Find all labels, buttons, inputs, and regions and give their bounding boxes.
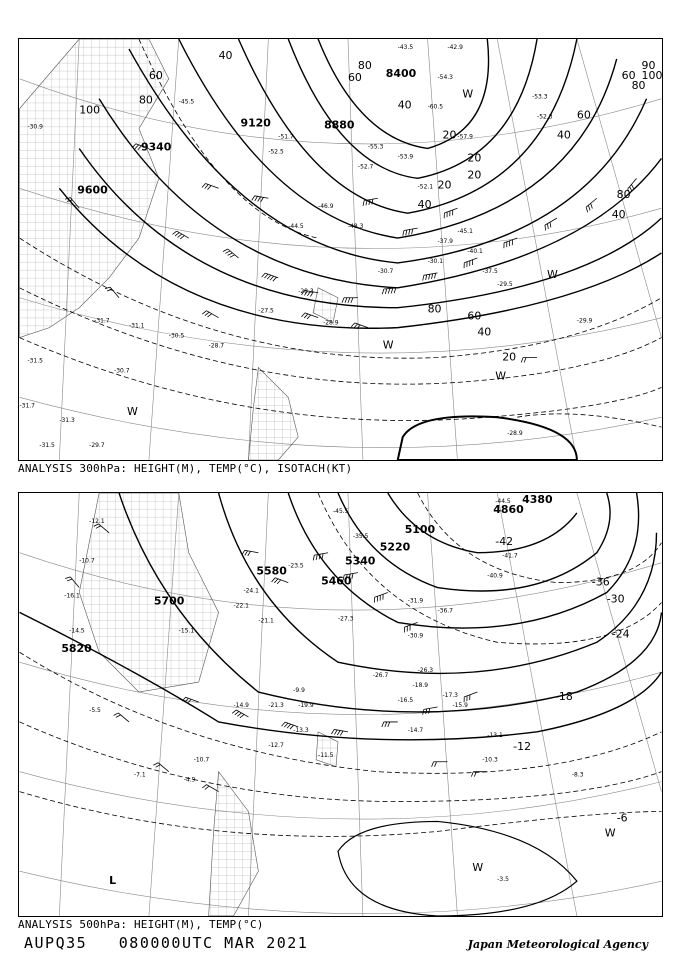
wind-barb-icon: [252, 195, 269, 203]
temperature-observation: -30.9: [407, 632, 424, 640]
wind-barb-icon: [543, 218, 559, 230]
wind-barb-icon: [223, 248, 238, 262]
temperature-observation: -31.5: [27, 357, 43, 365]
height-label: 5460: [321, 574, 352, 588]
isotach-label: 20: [442, 128, 457, 142]
isotherm-label: -24: [611, 627, 630, 641]
temperature-observation: -31.1: [129, 322, 145, 330]
wind-barb-icon: [351, 322, 368, 332]
temperature-observation: -24.1: [243, 587, 259, 595]
temperature-observation: -29.9: [576, 317, 593, 325]
temperature-observation: -52.1: [417, 183, 434, 191]
wind-minimum-label: W: [495, 369, 507, 383]
height-label: 4860: [493, 502, 524, 516]
isotach-label: 80: [357, 58, 372, 72]
temperature-observation: -40.9: [487, 572, 503, 580]
isotherm-label: -12: [513, 739, 532, 753]
isotach-label: 60: [621, 68, 636, 82]
temperature-observation: -22.1: [233, 602, 249, 610]
temperature-observation: -44.5: [495, 497, 511, 505]
wind-barb-icon: [242, 550, 259, 558]
agency-name: Japan Meteorological Agency: [467, 938, 648, 951]
temperature-observation: -13.1: [487, 731, 503, 739]
wind-barb-icon: [202, 310, 218, 322]
isotach-label: 40: [218, 48, 233, 62]
wind-barb-icon: [342, 298, 358, 303]
analysis-300hpa-panel: [18, 38, 663, 461]
isotach-label: 100: [641, 68, 663, 82]
wind-barb-icon: [382, 722, 398, 727]
isotach-label: 40: [477, 325, 492, 339]
wind-barb-icon: [262, 272, 279, 282]
temperature-observation: -13.3: [293, 726, 309, 734]
temperature-observation: -19.9: [298, 701, 314, 709]
wind-minimum-label: W: [547, 267, 558, 281]
temperature-observation: -17.3: [442, 692, 458, 700]
isotach-label: 20: [467, 151, 482, 165]
temperature-observation: -29.7: [89, 442, 105, 450]
temperature-observation: -28.9: [507, 430, 523, 438]
temperature-observation: -30.7: [377, 267, 394, 275]
temperature-observation: -45.5: [333, 507, 349, 515]
wind-barb-icon: [272, 577, 289, 587]
analysis-500hpa-panel: [18, 492, 663, 917]
temperature-observation: -4.9: [183, 776, 196, 784]
temperature-observation: -8.3: [571, 771, 584, 779]
isotherm-label: -42: [495, 534, 514, 548]
temperature-observation: -44.5: [288, 223, 304, 231]
isotach-label: 40: [611, 208, 626, 222]
caption-500hpa: ANALYSIS 500hPa: HEIGHT(M), TEMP(°C): [18, 918, 264, 931]
height-label: 5100: [404, 522, 436, 536]
temperature-observation: -26.3: [417, 667, 434, 675]
isotach-label: 40: [556, 128, 571, 142]
isotach-label: 90: [641, 58, 656, 72]
temperature-observation: -16.1: [64, 592, 80, 600]
isotach-label: 20: [437, 178, 452, 192]
height-label: 9600: [77, 183, 108, 197]
temperature-observation: -28.9: [323, 319, 339, 327]
height-label: 5820: [61, 642, 92, 656]
wind-minimum-label: W: [604, 826, 616, 840]
wind-barb-icon: [202, 784, 218, 796]
wind-barb-icon: [65, 575, 79, 590]
isotherm-label: -6: [616, 811, 628, 825]
temperature-observation: -14.7: [407, 726, 424, 734]
isotach-label: 20: [502, 350, 517, 364]
wind-barb-icon: [373, 593, 390, 603]
temperature-observation: -52.5: [268, 148, 284, 156]
temperature-observation: -21.1: [258, 617, 274, 625]
low-pressure-center: L: [109, 874, 117, 888]
temperature-observation: -15.1: [178, 627, 195, 635]
wind-barb-icon: [172, 230, 188, 242]
temperature-observation: -57.9: [457, 133, 473, 141]
chart-code: AUPQ35: [24, 934, 88, 952]
height-label: 8880: [324, 118, 355, 132]
temperature-observation: -45.1: [457, 228, 473, 236]
temperature-observation: -37.5: [482, 267, 498, 275]
temperature-observation: -28.7: [208, 342, 225, 350]
temperature-observation: -18.9: [412, 682, 429, 690]
temperature-observation: -16.5: [397, 697, 414, 705]
isotherm-label: -30: [606, 592, 625, 606]
temperature-observation: -31.7: [94, 317, 110, 325]
isotach-label: 60: [576, 108, 591, 122]
wind-minimum-label: W: [127, 405, 138, 419]
temperature-observation: -21.3: [268, 701, 284, 709]
temperature-observation: -30.1: [427, 257, 444, 265]
wind-barb-icon: [521, 357, 537, 362]
wind-barb-icon: [442, 208, 459, 218]
temperature-observation: -30.5: [168, 332, 185, 340]
temperature-observation: -35.5: [352, 532, 369, 540]
temperature-observation: -9.9: [293, 687, 305, 695]
temperature-observation: -10.7: [79, 557, 95, 565]
isotach-label: 60: [148, 68, 163, 82]
temperature-observation: -7.1: [133, 771, 146, 779]
caption-300hpa: ANALYSIS 300hPa: HEIGHT(M), TEMP(°C), ISOTACH(KT): [18, 462, 353, 475]
isotach-label: 60: [467, 309, 482, 323]
isotach-label: 80: [427, 302, 442, 316]
temperature-observation: -11.5: [318, 751, 334, 759]
temperature-observation: -30.7: [114, 367, 130, 375]
height-label: 5700: [153, 594, 185, 608]
temperature-observation: -31.3: [59, 417, 75, 425]
temperature-observation: -53.9: [397, 153, 414, 161]
temperature-observation: -26.7: [372, 672, 389, 680]
wind-barb-icon: [382, 288, 398, 294]
wind-barb-icon: [422, 273, 439, 281]
temperature-observation: -54.3: [437, 73, 453, 81]
temperature-observation: -29.5: [497, 280, 513, 288]
temperature-observation: -23.5: [288, 562, 304, 570]
temperature-observation: -51.7: [278, 133, 294, 141]
temperature-observation: -3.5: [497, 876, 509, 884]
wind-barb-icon: [462, 258, 479, 268]
height-label: 9120: [240, 116, 271, 130]
temperature-observation: -52.7: [357, 163, 374, 171]
temperature-observation: -60.5: [427, 103, 444, 111]
isotach-label: 80: [138, 93, 153, 107]
wind-minimum-label: W: [462, 87, 474, 101]
isotach-label: 60: [347, 70, 362, 84]
temperature-observation: -31.9: [407, 597, 424, 605]
valid-time: 080000UTC MAR 2021: [118, 934, 309, 952]
isotach-label: 20: [467, 168, 482, 182]
isotach-label: 80: [631, 78, 646, 92]
temperature-observation: -43.5: [397, 43, 414, 51]
temperature-observation: -41.7: [502, 552, 518, 560]
temperature-observation: -5.5: [89, 706, 101, 714]
isotach-label: 100: [79, 103, 101, 117]
temperature-observation: -10.7: [193, 756, 210, 764]
wind-minimum-label: W: [472, 861, 484, 875]
wind-barb-icon: [331, 729, 348, 737]
temperature-observation: -12.1: [89, 517, 105, 525]
temperature-observation: -37.9: [437, 238, 453, 246]
wind-barb-icon: [585, 198, 600, 212]
wind-barb-icon: [232, 709, 248, 721]
temperature-observation: -14.5: [69, 627, 85, 635]
temperature-observation: -48.3: [347, 223, 364, 231]
temperature-observation: -27.3: [338, 615, 354, 623]
wind-barb-icon: [432, 762, 448, 767]
isotach-label: 80: [616, 188, 631, 202]
temperature-observation: -31.5: [39, 442, 55, 450]
wind-barb-icon: [202, 183, 219, 193]
height-label: 8400: [385, 66, 417, 80]
wind-minimum-label: W: [382, 338, 394, 352]
isotach-label: 40: [397, 98, 412, 112]
map-500hpa: [18, 492, 663, 917]
height-label: 9340: [140, 140, 172, 154]
temperature-observation: -14.9: [233, 701, 249, 709]
height-label: 5340: [344, 554, 376, 568]
wind-barb-icon: [114, 712, 129, 726]
temperature-observation: -46.9: [318, 203, 334, 211]
temperature-observation: -55.3: [367, 143, 384, 151]
height-label: 5220: [379, 540, 411, 554]
temperature-observation: -31.7: [19, 402, 35, 410]
temperature-observation: -40.1: [467, 247, 483, 255]
temperature-observation: -42.9: [447, 43, 463, 51]
temperature-observation: -15.9: [452, 701, 468, 709]
map-300hpa: [18, 38, 663, 461]
height-label: 5580: [256, 564, 287, 578]
isotherm-label: -36: [591, 575, 610, 589]
isotherm-label: -18: [554, 690, 573, 704]
temperature-observation: -28.3: [298, 287, 314, 295]
height-label: 4380: [522, 492, 553, 506]
temperature-observation: -52.3: [537, 113, 553, 121]
wind-barb-icon: [462, 692, 479, 702]
wind-barb-icon: [105, 286, 119, 301]
wind-barb-icon: [422, 707, 439, 715]
chart-identifier: [24, 934, 308, 952]
temperature-observation: -53.3: [532, 93, 548, 101]
temperature-observation: -27.5: [258, 307, 274, 315]
temperature-observation: -36.7: [437, 607, 453, 615]
temperature-observation: -45.5: [178, 98, 195, 106]
isotach-label: 40: [417, 198, 432, 212]
temperature-observation: -10.3: [482, 756, 498, 764]
temperature-observation: -30.9: [27, 123, 43, 131]
temperature-observation: -12.7: [268, 741, 284, 749]
